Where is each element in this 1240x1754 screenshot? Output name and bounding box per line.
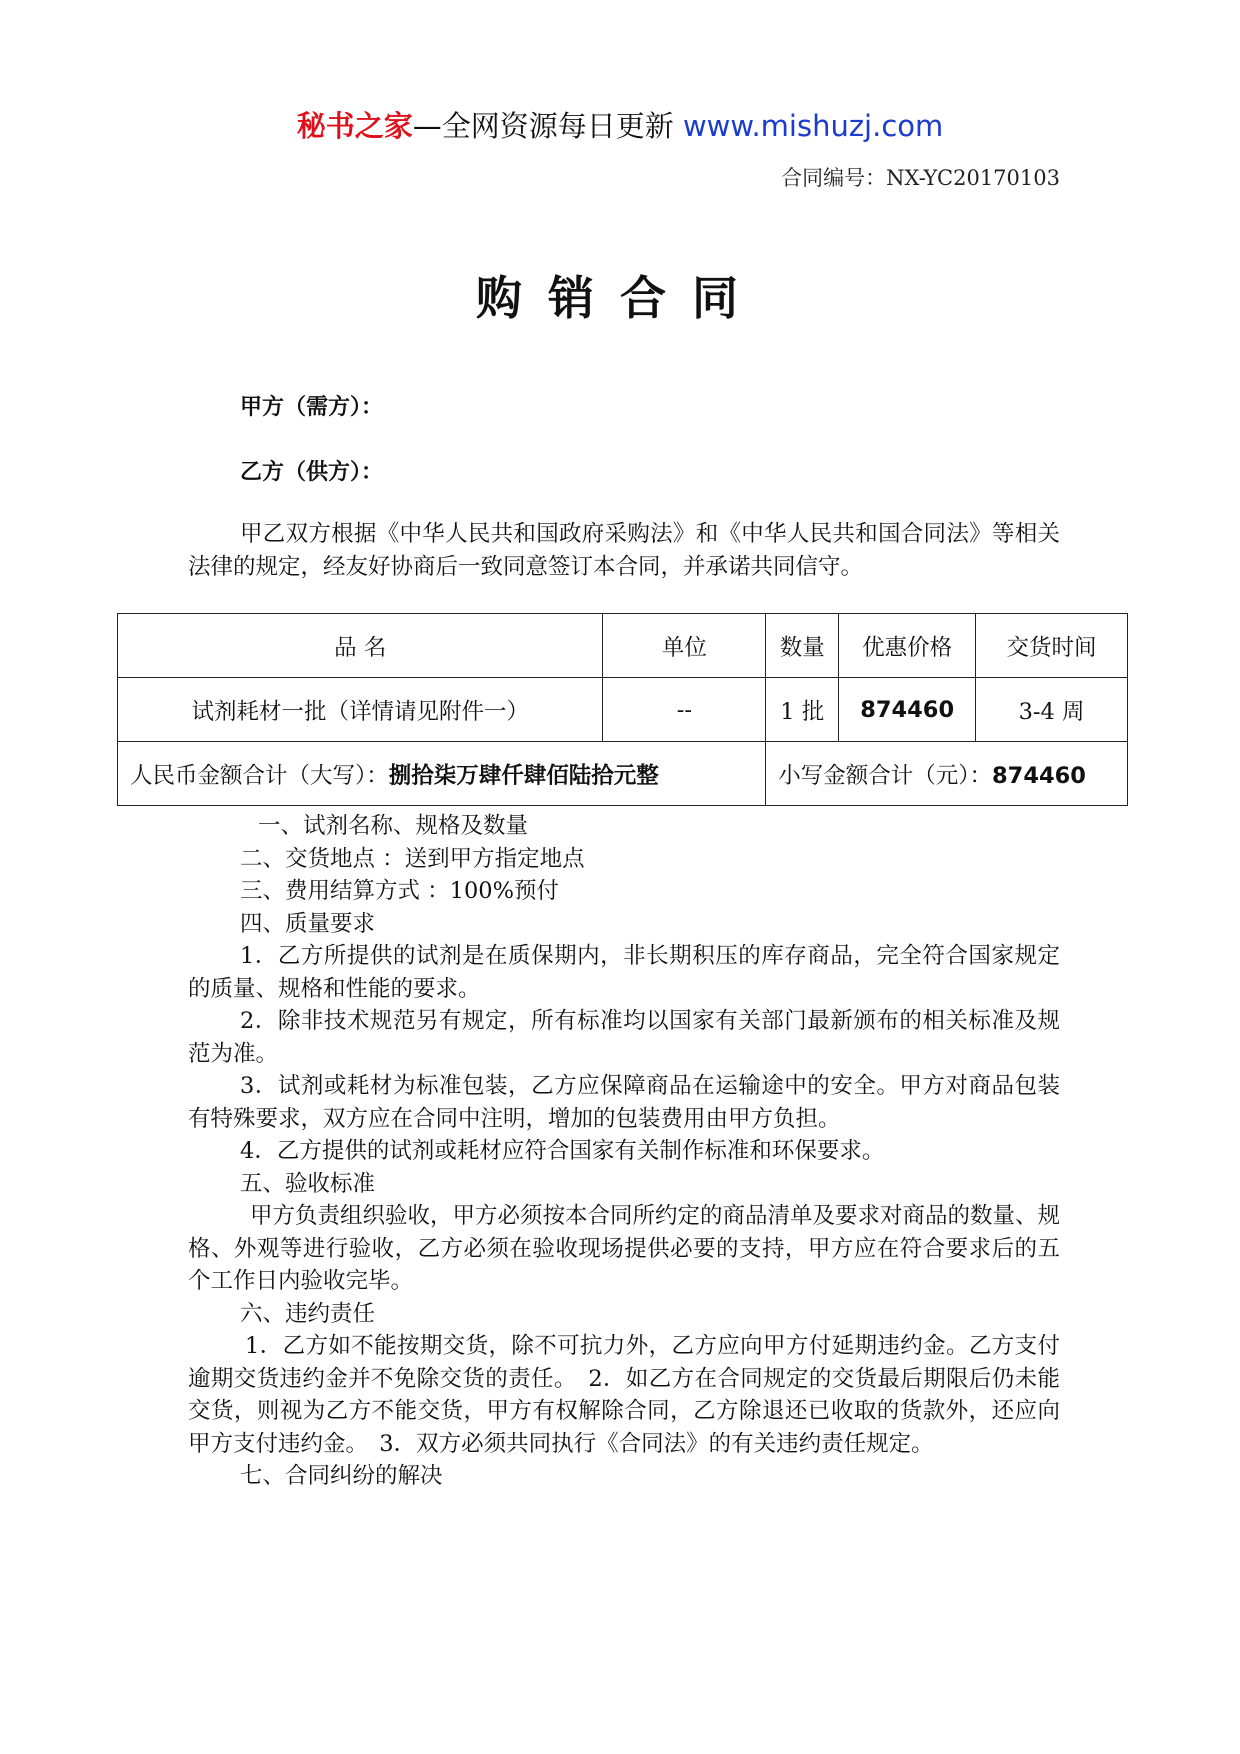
total-lower-value: 874460 bbox=[992, 762, 1086, 789]
intro-paragraph: 甲乙双方根据《中华人民共和国政府采购法》和《中华人民共和国合同法》等相关法律的规定，经友好协商后一致同意签订本合同，并承诺共同信守。 bbox=[188, 521, 1060, 580]
section-heading-3: 三、费用结算方式 ：100%预付 bbox=[240, 878, 559, 904]
table-total-row bbox=[118, 742, 1128, 806]
header-cell-delivery: 交货时间 bbox=[976, 614, 1128, 678]
section-heading-2: 二、交货地点 ：送到甲方指定地点 bbox=[240, 845, 585, 872]
party-a-label: 甲方（需方）： bbox=[240, 394, 384, 420]
document-title: 购销合同 bbox=[476, 271, 764, 325]
party-b-label: 乙方（供方）： bbox=[240, 459, 384, 485]
items-table bbox=[117, 613, 1128, 806]
cell-item-name: 试剂耗材一批（详情请见附件一） bbox=[118, 678, 603, 742]
quality-clause-3: 3．试剂或耗材为标准包装，乙方应保障商品在运输途中的安全。甲方对商品包装有特殊要求，双方应在合同中注明，增加的包装费用由甲方负担。 bbox=[188, 1073, 1060, 1132]
cell-delivery: 3-4 周 bbox=[976, 678, 1128, 742]
table-header-row bbox=[118, 614, 1128, 678]
total-upper-value: 捌拾柒万肆仟肆佰陆拾元整 bbox=[388, 762, 659, 789]
total-upper-cell bbox=[118, 742, 766, 806]
section-heading-4: 四、质量要求 bbox=[240, 910, 376, 937]
header-cell-name: 品 名 bbox=[118, 614, 603, 678]
contract-body bbox=[188, 810, 1060, 1493]
quality-clause-1: 1．乙方所提供的试剂是在质保期内，非长期积压的库存商品，完全符合国家规定的质量、规格和性能的要求。 bbox=[188, 943, 1060, 1002]
cell-price: 874460 bbox=[839, 678, 976, 742]
section-heading-1: 一、试剂名称、规格及数量 bbox=[258, 813, 529, 839]
site-url-link[interactable]: www.mishuzj.com bbox=[682, 109, 944, 143]
quality-clause-2: 2．除非技术规范另有规定，所有标准均以国家有关部门最新颁布的相关标准及规范为准。 bbox=[188, 1008, 1060, 1067]
quality-clause-4: 4．乙方提供的试剂或耗材应符合国家有关制作标准和环保要求。 bbox=[240, 1138, 885, 1164]
total-lower-cell bbox=[766, 742, 1128, 806]
section-heading-6: 六、违约责任 bbox=[240, 1300, 376, 1327]
header-cell-quantity: 数量 bbox=[766, 614, 839, 678]
cell-quantity: 1 批 bbox=[766, 678, 839, 742]
site-header bbox=[0, 104, 1240, 145]
section-heading-5: 五、验收标准 bbox=[240, 1170, 376, 1197]
liability-paragraph: 1．乙方如不能按期交货，除不可抗力外，乙方应向甲方付延期违约金。乙方支付逾期交货违约金并不免除交货的责任。 2．如乙方在合同规定的交货最后期限后仍未能交货，则视为乙方不能交货，甲方有权解除合同，乙方除退还已收取的货款外，还应向甲方支付违约金。 3．双方必须共同执行《合同法》的有关违约责任规定。 bbox=[188, 1333, 1060, 1457]
section-heading-7: 七、合同纠纷的解决 bbox=[240, 1463, 443, 1489]
site-brand: 秘书之家 bbox=[296, 109, 413, 143]
header-cell-price: 优惠价格 bbox=[839, 614, 976, 678]
contract-number: 合同编号：NX-YC20170103 bbox=[781, 166, 1060, 190]
total-lower-label: 小写金额合计（元）： bbox=[778, 762, 993, 789]
site-slogan: —全网资源每日更新 bbox=[412, 109, 683, 143]
cell-unit: -- bbox=[603, 678, 766, 742]
total-upper-label: 人民币金额合计（大写）： bbox=[130, 762, 389, 789]
acceptance-paragraph: 甲方负责组织验收，甲方必须按本合同所约定的商品清单及要求对商品的数量、规格、外观等进行验收，乙方必须在验收现场提供必要的支持，甲方应在符合要求后的五个工作日内验收完毕。 bbox=[188, 1203, 1061, 1294]
table-row bbox=[118, 678, 1128, 742]
header-cell-unit: 单位 bbox=[603, 614, 766, 678]
